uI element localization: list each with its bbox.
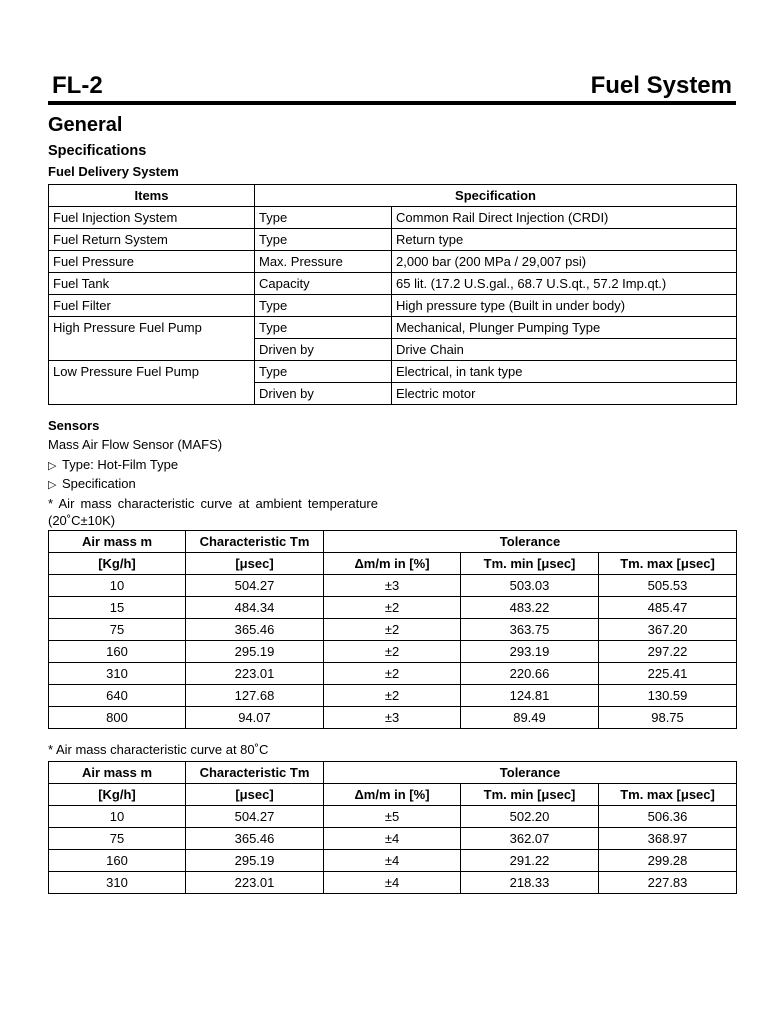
table-cell: 363.75 bbox=[461, 619, 599, 641]
table-cell: 225.41 bbox=[599, 663, 737, 685]
table-cell: ±4 bbox=[324, 872, 461, 894]
table-cell: 367.20 bbox=[599, 619, 737, 641]
table-cell: ±2 bbox=[324, 663, 461, 685]
cell-item: High Pressure Fuel Pump bbox=[49, 317, 255, 361]
table-row bbox=[49, 251, 737, 273]
table-cell: 124.81 bbox=[461, 685, 599, 707]
cell-value: High pressure type (Built in under body) bbox=[392, 295, 737, 317]
table-cell: 220.66 bbox=[461, 663, 599, 685]
table-row bbox=[49, 229, 737, 251]
table-row bbox=[49, 806, 737, 828]
table-cell: ±5 bbox=[324, 806, 461, 828]
table-row bbox=[49, 685, 737, 707]
table-cell: 365.46 bbox=[186, 619, 324, 641]
col-tolerance: Tolerance bbox=[324, 762, 737, 784]
col-tmax: Tm. max [μsec] bbox=[599, 784, 737, 806]
table-cell: 505.53 bbox=[599, 575, 737, 597]
table-cell: 218.33 bbox=[461, 872, 599, 894]
header-rule bbox=[48, 101, 736, 105]
table-cell: 297.22 bbox=[599, 641, 737, 663]
table-cell: 483.22 bbox=[461, 597, 599, 619]
table-cell: 485.47 bbox=[599, 597, 737, 619]
table-cell: 504.27 bbox=[186, 806, 324, 828]
table-cell: ±2 bbox=[324, 685, 461, 707]
heading-general: General bbox=[48, 114, 123, 136]
table-cell: ±3 bbox=[324, 575, 461, 597]
cell-param: Type bbox=[255, 229, 392, 251]
table-row bbox=[49, 575, 737, 597]
table-cell: 223.01 bbox=[186, 663, 324, 685]
table-cell: 98.75 bbox=[599, 707, 737, 729]
cell-value: Common Rail Direct Injection (CRDI) bbox=[392, 207, 737, 229]
section-title: Fuel System bbox=[590, 72, 732, 99]
table-cell: 365.46 bbox=[186, 828, 324, 850]
table-cell: 160 bbox=[49, 641, 186, 663]
col-dm: Δm/m in [%] bbox=[324, 553, 461, 575]
cell-param: Type bbox=[255, 361, 392, 383]
table-cell: 800 bbox=[49, 707, 186, 729]
table-row bbox=[49, 850, 737, 872]
table-row bbox=[49, 207, 737, 229]
table-cell: 293.19 bbox=[461, 641, 599, 663]
table-cell: 503.03 bbox=[461, 575, 599, 597]
cell-value: 2,000 bar (200 MPa / 29,007 psi) bbox=[392, 251, 737, 273]
cell-item: Fuel Tank bbox=[49, 273, 255, 295]
col-air-mass: Air mass m bbox=[49, 762, 186, 784]
table-cell: 130.59 bbox=[599, 685, 737, 707]
mafs-specification: ▷ Specification bbox=[48, 476, 136, 491]
table-row bbox=[49, 361, 737, 383]
col-dm: Δm/m in [%] bbox=[324, 784, 461, 806]
page-header bbox=[48, 70, 736, 104]
table-cell: 295.19 bbox=[186, 850, 324, 872]
table-row bbox=[49, 273, 737, 295]
cell-item: Fuel Filter bbox=[49, 295, 255, 317]
table-cell: 94.07 bbox=[186, 707, 324, 729]
table-cell: 310 bbox=[49, 663, 186, 685]
table-cell: 10 bbox=[49, 806, 186, 828]
col-specification: Specification bbox=[255, 185, 737, 207]
cell-param: Type bbox=[255, 207, 392, 229]
cell-value: Electric motor bbox=[392, 383, 737, 405]
mafs-label: Mass Air Flow Sensor (MAFS) bbox=[48, 437, 223, 452]
cell-item: Fuel Injection System bbox=[49, 207, 255, 229]
col-tmin: Tm. min [μsec] bbox=[461, 784, 599, 806]
table-cell: 75 bbox=[49, 619, 186, 641]
col-air-mass: Air mass m bbox=[49, 531, 186, 553]
fuel-delivery-table bbox=[48, 184, 737, 405]
table-cell: 75 bbox=[49, 828, 186, 850]
table-cell: ±2 bbox=[324, 597, 461, 619]
table-cell: 299.28 bbox=[599, 850, 737, 872]
table-cell: 227.83 bbox=[599, 872, 737, 894]
col-tolerance: Tolerance bbox=[324, 531, 737, 553]
table-row bbox=[49, 828, 737, 850]
table-cell: 368.97 bbox=[599, 828, 737, 850]
unit-usec: [μsec] bbox=[186, 553, 324, 575]
col-char-tm: Characteristic Tm bbox=[186, 762, 324, 784]
table-row bbox=[49, 872, 737, 894]
cell-value: Mechanical, Plunger Pumping Type bbox=[392, 317, 737, 339]
table-cell: ±2 bbox=[324, 619, 461, 641]
mafs-ambient-table bbox=[48, 530, 737, 729]
table-cell: 484.34 bbox=[186, 597, 324, 619]
table-cell: 291.22 bbox=[461, 850, 599, 872]
table-cell: 15 bbox=[49, 597, 186, 619]
cell-param: Type bbox=[255, 295, 392, 317]
table-row bbox=[49, 619, 737, 641]
table-cell: ±4 bbox=[324, 828, 461, 850]
unit-kgh: [Kg/h] bbox=[49, 784, 186, 806]
table-row bbox=[49, 295, 737, 317]
table-row bbox=[49, 317, 737, 339]
cell-value: Drive Chain bbox=[392, 339, 737, 361]
triangle-bullet-icon: ▷ bbox=[48, 479, 57, 491]
table-row bbox=[49, 597, 737, 619]
heading-fuel-delivery: Fuel Delivery System bbox=[48, 164, 179, 179]
table-cell: 502.20 bbox=[461, 806, 599, 828]
col-tmin: Tm. min [μsec] bbox=[461, 553, 599, 575]
note-80c: * Air mass characteristic curve at 80˚C bbox=[48, 742, 269, 757]
cell-param: Max. Pressure bbox=[255, 251, 392, 273]
heading-sensors: Sensors bbox=[48, 418, 100, 433]
page-code: FL-2 bbox=[52, 72, 103, 99]
cell-item: Low Pressure Fuel Pump bbox=[49, 361, 255, 405]
table-cell: 310 bbox=[49, 872, 186, 894]
unit-kgh: [Kg/h] bbox=[49, 553, 186, 575]
mafs-80c-table bbox=[48, 761, 737, 894]
table-row bbox=[49, 663, 737, 685]
col-char-tm: Characteristic Tm bbox=[186, 531, 324, 553]
table-cell: 160 bbox=[49, 850, 186, 872]
table-cell: 362.07 bbox=[461, 828, 599, 850]
note-ambient: * Air mass characteristic curve at ambient temperature (20˚C±10K) bbox=[48, 496, 378, 528]
cell-item: Fuel Return System bbox=[49, 229, 255, 251]
cell-param: Driven by bbox=[255, 383, 392, 405]
heading-specifications: Specifications bbox=[48, 143, 147, 159]
cell-value: 65 lit. (17.2 U.S.gal., 68.7 U.S.qt., 57.2 Imp.qt.) bbox=[392, 273, 737, 295]
cell-param: Driven by bbox=[255, 339, 392, 361]
table-cell: 127.68 bbox=[186, 685, 324, 707]
table-cell: ±3 bbox=[324, 707, 461, 729]
table-cell: 89.49 bbox=[461, 707, 599, 729]
col-items: Items bbox=[49, 185, 255, 207]
table-cell: 223.01 bbox=[186, 872, 324, 894]
col-tmax: Tm. max [μsec] bbox=[599, 553, 737, 575]
cell-param: Type bbox=[255, 317, 392, 339]
mafs-type: ▷ Type: Hot-Film Type bbox=[48, 457, 179, 472]
table-cell: 295.19 bbox=[186, 641, 324, 663]
table-row bbox=[49, 641, 737, 663]
cell-value: Return type bbox=[392, 229, 737, 251]
table-cell: ±2 bbox=[324, 641, 461, 663]
table-cell: 10 bbox=[49, 575, 186, 597]
triangle-bullet-icon: ▷ bbox=[48, 460, 57, 472]
cell-item: Fuel Pressure bbox=[49, 251, 255, 273]
cell-param: Capacity bbox=[255, 273, 392, 295]
table-cell: 506.36 bbox=[599, 806, 737, 828]
table-cell: 640 bbox=[49, 685, 186, 707]
unit-usec: [μsec] bbox=[186, 784, 324, 806]
cell-value: Electrical, in tank type bbox=[392, 361, 737, 383]
table-cell: ±4 bbox=[324, 850, 461, 872]
table-cell: 504.27 bbox=[186, 575, 324, 597]
table-row bbox=[49, 707, 737, 729]
